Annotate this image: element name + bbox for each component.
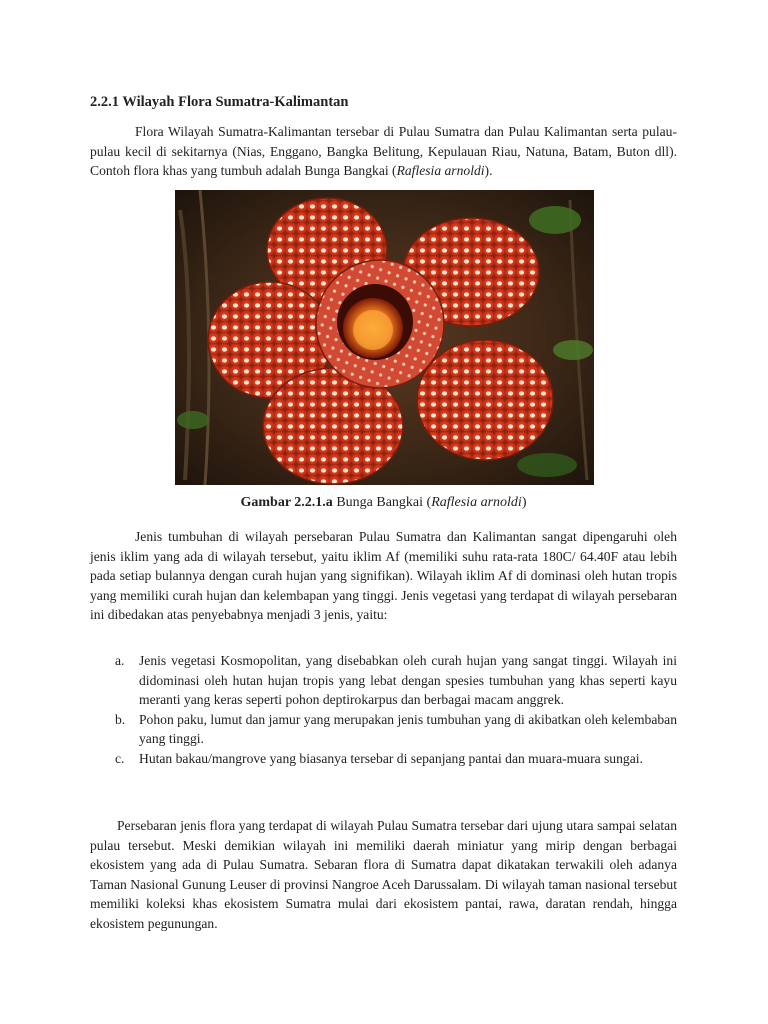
intro-text-end: ). [484,163,493,179]
intro-paragraph [90,122,677,181]
rafflesia-photo [175,190,594,485]
climate-paragraph: Jenis tumbuhan di wilayah persebaran Pulau Sumatra dan Kalimantan sangat dipengaruhi oleh jenis iklim yang ada di wilayah tersebut, yaitu iklim Af (memiliki suhu rata-rata 180C/ 64.40F atau lebih pada setiap bulannya dengan curah hujan yang signifikan). Wilayah iklim Af di dominasi oleh hutan tropis yang memiliki curah hujan dan kelembapan yang tinggi. Jenis vegetasi yang terdapat di wilayah persebaran ini dibedakan atas penyebabnya menjadi 3 jenis, yaitu: [90,529,677,623]
figure-caption [90,495,677,511]
caption-species: Raflesia arnoldi [431,495,522,510]
intro-text: Flora Wilayah Sumatra-Kalimantan tersebar di Pulau Sumatra dan Pulau Kalimantan serta pulau-pulau kecil di sekitarnya (Nias, Enggano, Bangka Belitung, Kepulauan Riau, Natuna, Batam, Buton dll). Contoh flora khas yang tumbuh adalah Bunga Bangkai ( [90,124,677,179]
caption-end: ) [521,495,527,510]
figure-number: Gambar 2.2.1.a [240,495,333,510]
distribution-paragraph: Persebaran jenis flora yang terdapat di wilayah Pulau Sumatra tersebar dari ujung utara sampai selatan pulau tersebut. Meski demikian wilayah ini memiliki daerah miniatur yang mirip dengan berbagai ekosistem yang ada di Pulau Sumatra. Sebaran flora di Sumatra dapat dikatakan terwakili oleh adanya Taman Nasional Gunung Leuser di provinsi Nangroe Aceh Darussalam. Di wilayah taman nasional tersebut memiliki koleksi khas ekosistem Sumatra mulai dari ekosistem pantai, rawa, daratan rendah, hingga ekosistem pegunungan. [90,818,677,931]
list-item-text: Hutan bakau/mangrove yang biasanya tersebar di sepanjang pantai dan muara-muara sungai. [139,750,643,766]
list-item [90,710,677,749]
list-marker: c. [115,750,125,766]
list-item-text: Pohon paku, lumut dan jamur yang merupakan jenis tumbuhan yang di akibatkan oleh kelembaban yang tinggi. [139,711,677,747]
list-marker: a. [115,653,125,668]
caption-text: Bunga Bangkai ( [332,495,432,510]
list-item-text: Jenis vegetasi Kosmopolitan, yang disebabkan oleh curah hujan yang sangat tinggi. Wilayah ini didominasi oleh hutan hujan tropis yang lebat dengan spesies tumbuhan yang khas seperti kayu meranti yang keras seperti pohon deptirokarpus dan berbagai macam anggrek. [139,653,677,708]
list-item [90,749,677,769]
species-name: Raflesia arnoldi [396,163,485,179]
section-heading: 2.2.1 Wilayah Flora Sumatra-Kalimantan [90,94,349,110]
list-item [90,651,677,710]
vegetation-list [90,651,677,769]
list-marker: b. [115,711,126,727]
